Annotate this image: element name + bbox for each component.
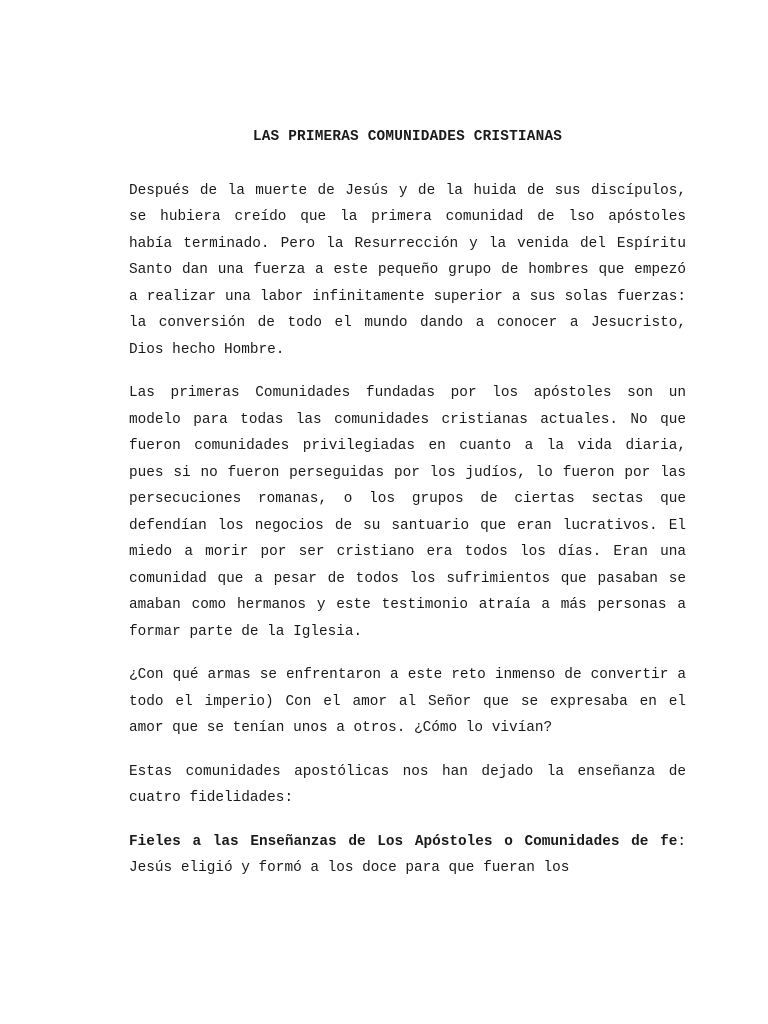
paragraph-5-text: : Jesús eligió y formó a los doce para que fueran los <box>129 833 686 876</box>
paragraph-2: Las primeras Comunidades fundadas por los apóstoles son un modelo para todas las comunidades cristianas actuales. No que fueron comunidades privilegiadas en cuanto a la vida diaria, pues si no fueron perseguidas por los judíos, lo fueron por las persecuciones romanas, o los grupos de ciertas sectas que defendían los negocios de su santuario que eran lucrativos. El miedo a morir por ser cristiano era todos los días. Eran una comunidad que a pesar de todos los sufrimientos que pasaban se amaban como hermanos y este testimonio atraía a más personas a formar parte de la Iglesia. <box>129 385 686 640</box>
document-title: LAS PRIMERAS COMUNIDADES CRISTIANAS <box>252 129 563 145</box>
paragraph-4: Estas comunidades apostólicas nos han dejado la enseñanza de cuatro fidelidades: <box>129 763 686 806</box>
paragraph-3: ¿Con qué armas se enfrentaron a este reto inmenso de convertir a todo el imperio) Con el amor al Señor que se expresaba en el amor que se tenían unos a otros. ¿Cómo lo vivían? <box>129 667 686 736</box>
document-body <box>129 124 686 899</box>
paragraph-1: Después de la muerte de Jesús y de la huida de sus discípulos, se hubiera creído que la primera comunidad de lso apóstoles había terminado. Pero la Resurrección y la venida del Espíritu Santo dan una fuerza a este pequeño grupo de hombres que empezó a realizar una labor infinitamente superior a sus solas fuerzas: la conversión de todo el mundo dando a conocer a Jesucristo, Dios hecho Hombre. <box>129 182 686 358</box>
paragraph-5 <box>129 829 686 882</box>
paragraph-5-heading: Fieles a las Enseñanzas de Los Apóstoles o Comunidades de fe <box>129 833 678 850</box>
